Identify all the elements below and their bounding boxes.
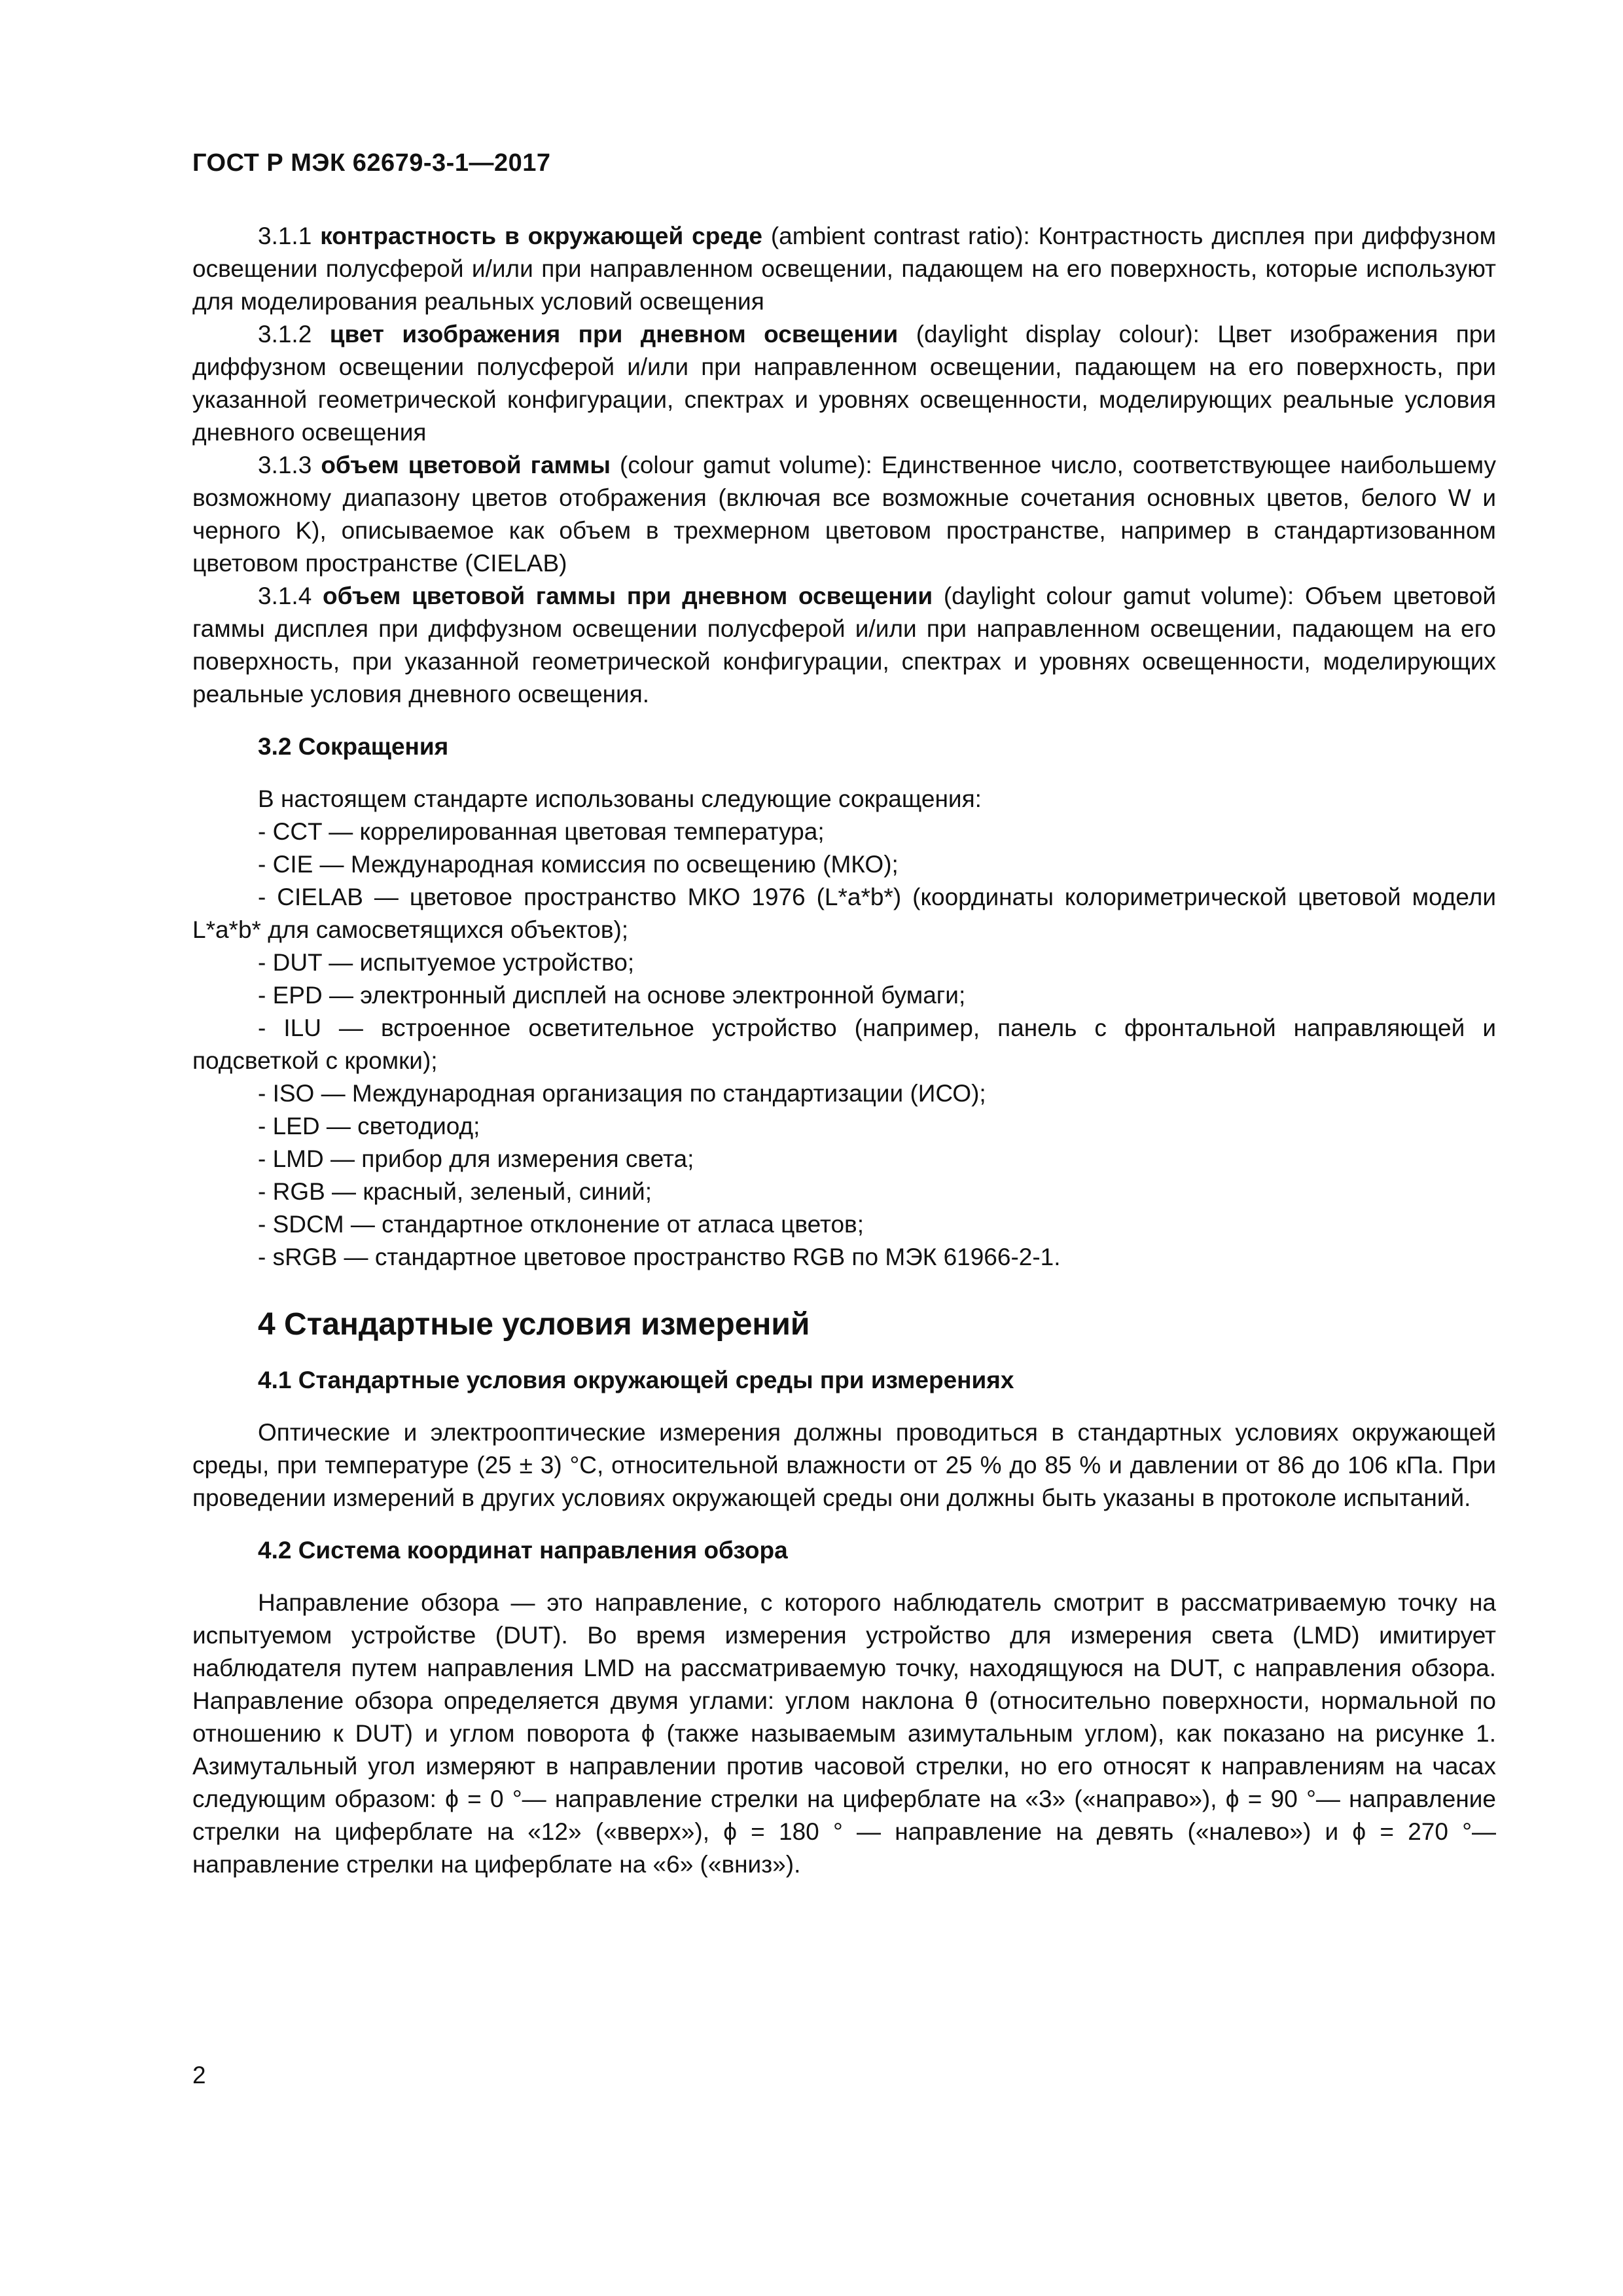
term-definition: (ambient contrast ratio): Контрастность дисплея при диффузном освещении полусферой и/или при направленном освещении, падающем на его поверхность, которые используют для моделирования реальных условий освещения [192, 223, 1497, 315]
term-number: 3.1.3 [258, 452, 312, 478]
abbreviation-item: - LMD — прибор для измерения света; [258, 1145, 694, 1172]
abbreviation-item: - CCT — коррелированная цветовая температура; [258, 818, 825, 845]
abbreviation-item: - SDCM — стандартное отклонение от атласа цветов; [258, 1211, 864, 1238]
term-3-1-2 [192, 318, 1496, 449]
term-3-1-1 [192, 220, 1496, 318]
abbreviations-intro: В настоящем стандарте использованы следующие сокращения: [258, 785, 982, 812]
section-3-2-heading: 3.2 Сокращения [258, 733, 449, 760]
term-title: объем цветовой гаммы при дневном освещении [323, 583, 933, 609]
abbreviation-item: - CIE — Международная комиссия по освещению (МКО); [258, 851, 899, 878]
abbreviation-item: - DUT — испытуемое устройство; [258, 949, 635, 976]
document-body [192, 220, 1496, 1881]
abbreviation-item: - ISO — Международная организация по стандартизации (ИСО); [258, 1080, 986, 1107]
abbreviation-item: - sRGB — стандартное цветовое пространство RGB по МЭК 61966-2-1. [258, 1244, 1061, 1270]
term-number: 3.1.1 [258, 223, 312, 249]
abbreviation-item: - EPD — электронный дисплей на основе электронной бумаги; [258, 982, 966, 1009]
section-4-1-text: Оптические и электрооптические измерения должны проводиться в стандартных условиях окружающей среды, при температуре (25 ± 3) °С, относительной влажности от 25 % до 85 % и давлении от 86 до 106 кПа. При проведении измерений в других условиях окружающей среды они должны быть указаны в протоколе испытаний. [192, 1419, 1496, 1511]
term-title: контрастность в окружающей среде [320, 223, 762, 249]
document-header: ГОСТ Р МЭК 62679-3-1—2017 [192, 149, 551, 177]
term-definition: (daylight colour gamut volume): Объем цветовой гаммы дисплея при диффузном освещении полусферой и/или при направленном освещении, падающем на его поверхность, при указанной геометрической конфигурации, спектрах и уровнях освещенности, моделирующих реальные условия дневного освещения. [192, 583, 1497, 708]
page-number: 2 [192, 2062, 206, 2089]
term-3-1-3 [192, 449, 1496, 580]
section-4-1-heading: 4.1 Стандартные условия окружающей среды при измерениях [258, 1367, 1014, 1393]
section-4-heading: 4 Стандартные условия измерений [258, 1307, 810, 1342]
section-4-2-heading: 4.2 Система координат направления обзора [258, 1537, 788, 1564]
abbreviation-item: - LED — светодиод; [258, 1113, 480, 1139]
term-3-1-4 [192, 580, 1496, 711]
term-number: 3.1.2 [258, 321, 312, 348]
abbreviation-item: - ILU — встроенное осветительное устройство (например, панель с фронтальной направляющей и подсветкой с кромки); [192, 1014, 1496, 1074]
term-title: цвет изображения при дневном освещении [329, 321, 899, 348]
term-number: 3.1.4 [258, 583, 312, 609]
term-definition: (daylight display colour): Цвет изображения при диффузном освещении полусферой и/или при направленном освещении, падающем на его поверхность, при указанной геометрической конфигурации, спектрах и уровнях освещенности, моделирующих реальные условия дневного освещения [192, 321, 1496, 446]
abbreviation-item: - RGB — красный, зеленый, синий; [258, 1178, 652, 1205]
abbreviation-item: - CIELAB — цветовое пространство МКО 1976 (L*a*b*) (координаты колориметрической цветовой модели L*a*b* для самосветящихся объектов); [192, 884, 1496, 943]
section-4-2-text: Направление обзора — это направление, с которого наблюдатель смотрит в рассматриваемую точку на испытуемом устройстве (DUT). Во время измерения устройство для измерения света (LMD) имитирует наблюдателя путем направления LMD на рассматриваемую точку, находящуюся на DUT, с направления обзора. Направление обзора определяется двумя углами: углом наклона θ (относительно поверхности, нормальной по отношению к DUT) и углом поворота ϕ (также называемым азимутальным углом), как показано на рисунке 1. Азимутальный угол измеряют в направлении против часовой стрелки, но его относят к направлениям на часах следующим образом: ϕ = 0 °— направление стрелки на циферблате на «3» («направо»), ϕ = 90 °— направление стрелки на циферблате на «12» («вверх»), ϕ = 180 ° — направление на девять («налево») и ϕ = 270 °— направление стрелки на циферблате на «6» («вниз»). [192, 1589, 1496, 1878]
term-title: объем цветовой гаммы [321, 452, 611, 478]
term-definition: (colour gamut volume): Единственное число, соответствующее наибольшему возможному диапазону цветов отображения (включая все возможные сочетания основных цветов, белого W и черного K), описываемое как объем в трехмерном цветовом пространстве, например в стандартизованном цветовом пространстве (CIELAB) [192, 452, 1497, 577]
